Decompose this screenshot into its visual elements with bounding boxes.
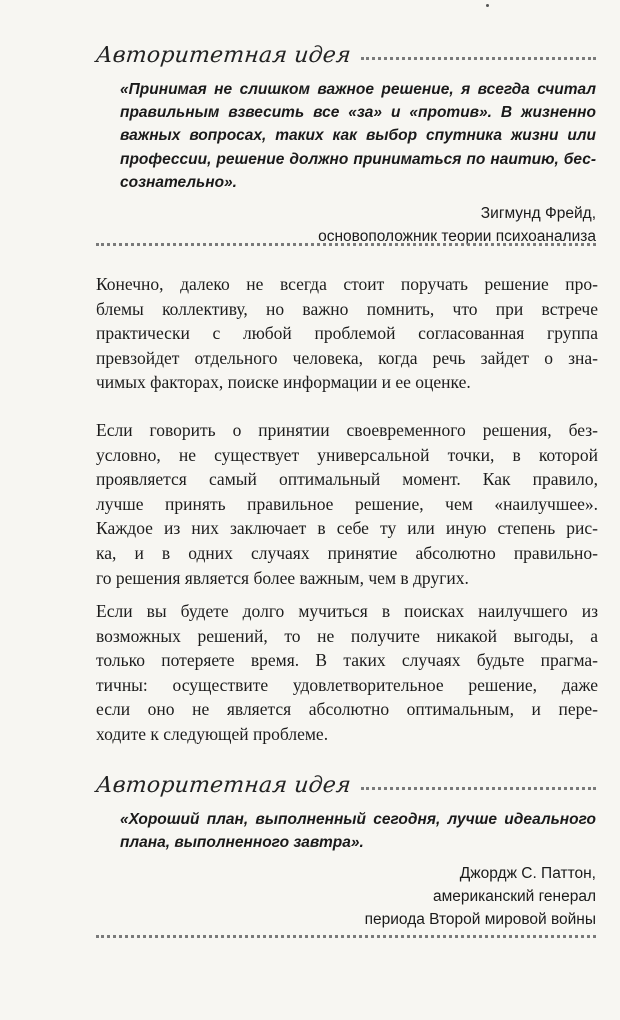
quote-author-role: американский генерал: [432, 888, 596, 906]
header-rule: [361, 787, 596, 790]
quote-header: [96, 770, 596, 800]
text-line: условно, не существует универсальной точки, в которой: [96, 444, 598, 465]
quote-line: важных вопросах, таких как выбор спутника жизни или: [120, 127, 596, 145]
text-line: чимых факторах, поиске информации и ее оценке.: [96, 372, 471, 393]
text-line: Если говорить о принятии своевременного решения, без-: [96, 420, 598, 440]
text-line: практически с любой проблемой согласованная группа: [96, 323, 598, 344]
text-line: ходите к следующей проблеме.: [96, 723, 329, 744]
text-line: Конечно, далеко не всегда стоит поручать решение про-: [96, 274, 598, 294]
quote-author: Джордж С. Паттон,: [459, 865, 596, 883]
quote-text: [120, 808, 596, 854]
header-rule: [361, 57, 596, 60]
text-line: если оно не является абсолютно оптимальным, и пере-: [96, 699, 598, 720]
quote-author-role: основоположник теории психоанализа: [318, 228, 596, 246]
quote-author: Зигмунд Фрейд,: [480, 205, 596, 223]
text-line: ка, и в одних случаях принятие абсолютно правильно-: [96, 542, 598, 563]
quote-bottom-rule: [96, 935, 596, 938]
quote-line: плана, выполненного завтра».: [120, 834, 364, 852]
quote-bottom-rule: [96, 243, 596, 246]
text-line: превзойдет отдельного человека, когда речь зайдет о зна-: [96, 347, 598, 368]
text-line: возможных решений, то не получите никакой выгоды, а: [96, 625, 598, 646]
quote-attribution: [96, 202, 596, 248]
quote-line: «Принимая не слишком важное решение, я всегда считал: [120, 81, 596, 98]
text-line: Каждое из них заключает в себе ту или иную степень рис-: [96, 518, 598, 539]
quote-attribution: [96, 862, 596, 931]
body-paragraph: [96, 418, 598, 590]
print-speck: [486, 4, 489, 7]
body-paragraph: [96, 599, 598, 747]
quote-title: Авторитетная идея: [94, 772, 353, 798]
quote-line: сознательно».: [120, 173, 237, 191]
text-line: только потеряете время. В таких случаях будьте прагма-: [96, 650, 598, 671]
quote-header: [96, 40, 596, 70]
text-line: лучше принять правильное решение, чем «наилучшее».: [96, 493, 598, 514]
text-line: проявляется самый оптимальный момент. Как правило,: [96, 469, 598, 490]
text-line: Если вы будете долго мучиться в поисках наилучшего из: [96, 601, 598, 621]
quote-box-patton: [96, 770, 596, 931]
quote-box-freud: [96, 40, 596, 248]
body-paragraph: [96, 272, 598, 395]
quote-author-role: периода Второй мировой войны: [364, 911, 596, 929]
quote-title: Авторитетная идея: [94, 42, 353, 68]
quote-line: правильным взвесить все «за» и «против». В жизненно: [120, 104, 596, 122]
quote-line: «Хороший план, выполненный сегодня, лучше идеального: [120, 811, 596, 828]
text-line: блемы коллективу, но важно помнить, что при встрече: [96, 298, 598, 319]
text-line: го решения является более важным, чем в других.: [96, 567, 469, 588]
quote-text: [120, 78, 596, 194]
quote-line: профессии, решение должно приниматься по наитию, бес-: [120, 150, 596, 168]
text-line: тичны: осуществите удовлетворительное решение, даже: [96, 674, 598, 695]
